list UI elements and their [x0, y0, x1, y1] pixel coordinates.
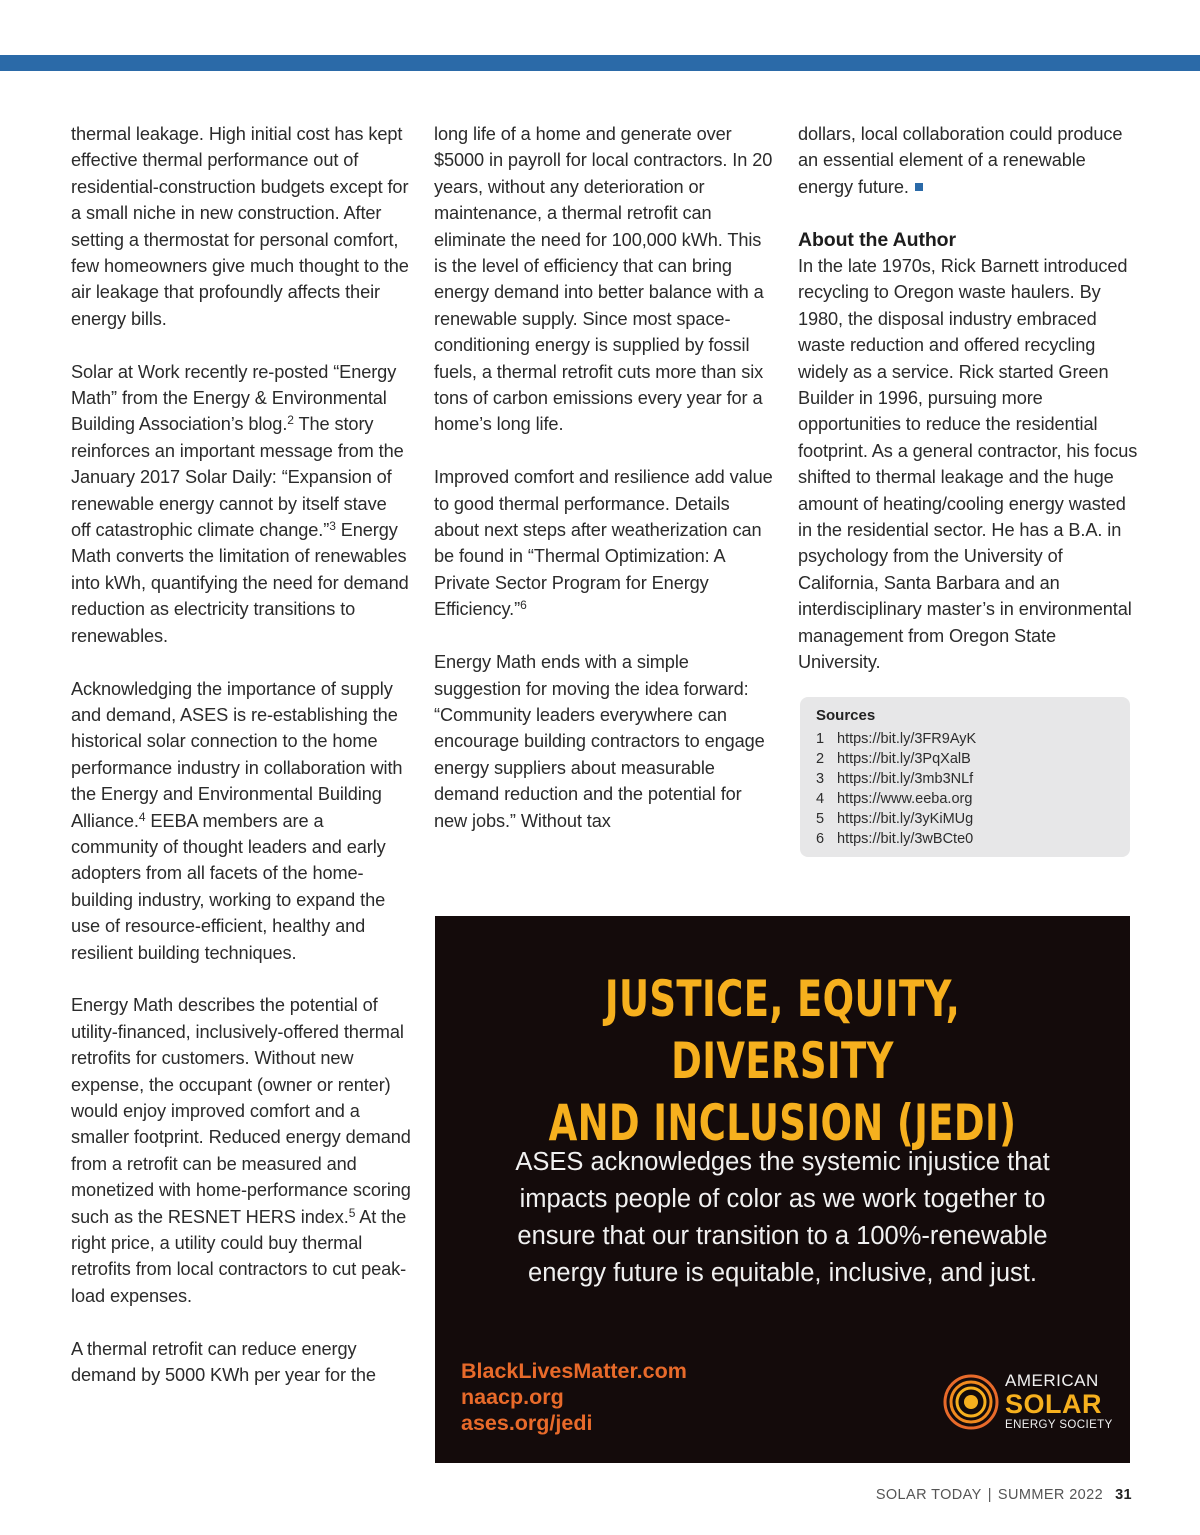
ases-logo [943, 1372, 1113, 1434]
jedi-advertisement [435, 916, 1130, 1463]
logo-line-american: AMERICAN [1005, 1371, 1099, 1390]
paragraph: Improved comfort and resilience add value to good thermal performance. Details about next steps after weatherization can be found in “Thermal Optimization: A Private Sector Program for Energy Efficiency.”$^6$ [434, 467, 773, 620]
source-link[interactable]: https://bit.ly/3wBCte0 [837, 831, 974, 847]
source-item: 2 https://bit.ly/3PqXalB [816, 751, 971, 767]
source-item: 3 https://bit.ly/3mb3NLf [816, 771, 974, 787]
source-link[interactable]: https://bit.ly/3PqXalB [837, 751, 971, 767]
paragraph: thermal leakage. High initial cost has kept effective thermal performance out of residential-construction budgets except for a small niche in new construction. After setting a thermostat for personal comfort, few homeowners give much thought to the air leakage that profoundly affects their energy bills. [71, 124, 409, 329]
logo-line-solar: SOLAR [1005, 1389, 1102, 1419]
footnote-ref: 2 [287, 413, 294, 428]
footer-separator: | [987, 1487, 992, 1503]
sources-box [800, 697, 1130, 857]
sun-rings-icon [943, 1374, 999, 1430]
article-column-2 [434, 121, 774, 860]
jedi-title: JUSTICE, EQUITY, DIVERSITY AND INCLUSION (JEDI) [548, 970, 1017, 1152]
article-column-1 [71, 121, 411, 1415]
footnote-ref: 6 [520, 598, 527, 613]
issue-label: SUMMER 2022 [997, 1487, 1104, 1503]
end-of-article-icon [915, 183, 923, 191]
about-author-text: In the late 1970s, Rick Barnett introduced recycling to Oregon waste haulers. By 1980, the disposal industry embraced waste reduction and offered recycling widely as a service. Rick started Green Builder in 1996, pursuing more opportunities to reduce the residential footprint. As a general contractor, his focus shifted to thermal leakage and the huge amount of heating/cooling energy wasted in the residential sector. He has a B.A. in psychology from the University of California, Santa Barbara and an interdisciplinary master’s in environmental management from Oregon State University. [798, 256, 1138, 673]
about-author-heading: About the Author [798, 228, 956, 251]
logo-line-society: ENERGY SOCIETY [1005, 1419, 1113, 1431]
article-column-3 [798, 121, 1138, 702]
paragraph: Energy Math ends with a simple suggestion for moving the idea forward: “Community leaders everywhere can encourage building contractors to engage energy suppliers about measurable demand reduction and the potential for new jobs.” Without tax [434, 652, 765, 831]
source-link[interactable]: https://www.eeba.org [837, 791, 973, 807]
paragraph: A thermal retrofit can reduce energy demand by 5000 KWh per year for the [71, 1338, 376, 1386]
paragraph: dollars, local collaboration could produce an essential element of a renewable energy future. [798, 124, 1123, 197]
top-accent-bar [0, 55, 1200, 71]
ases-jedi-link[interactable]: ases.org/jedi [461, 1411, 593, 1435]
source-item: 5 https://bit.ly/3yKiMUg [816, 811, 974, 827]
magazine-name: SOLAR TODAY [875, 1487, 982, 1503]
naacp-link[interactable]: naacp.org [461, 1385, 564, 1409]
page-number: 31 [1115, 1487, 1132, 1503]
paragraph: long life of a home and generate over $5000 in payroll for local contractors. In 20 years, without any deterioration or maintenance, a thermal retrofit can eliminate the need for 100,000 kWh. This is the level of efficiency that can bring energy demand into better balance with a renewable supply. Since most space-conditioning energy is supplied by fossil fuels, a thermal retrofit cuts more than six tons of carbon emissions every year for a home’s long life. [434, 124, 773, 435]
jedi-links [461, 1358, 687, 1436]
footnote-ref: 4 [138, 809, 146, 824]
paragraph: Solar at Work recently re-posted “Energy Math” from the Energy & Environmental Building Association’s blog.$^2$ The story reinforces an important message from the January 2017 Solar Daily: “Expansion of renewable energy cannot by itself stave off catastrophic climate change.”$^3$ Energy Math converts the limitation of renewables into kWh, quantifying the need for demand reduction as electricity transitions to renewables. [71, 361, 409, 646]
source-item: 1 https://bit.ly/3FR9AyK [816, 731, 977, 747]
paragraph: Acknowledging the importance of supply and demand, ASES is re-establishing the historical solar connection to the home performance industry in collaboration with the Energy and Environmental Building Alliance.$^4$ EEBA members are a community of thought leaders and early adopters from all facets of the home-building industry, working to expand the use of resource-efficient, healthy and resilient building techniques. [71, 678, 403, 963]
sources-title: Sources [816, 707, 876, 724]
page-footer [876, 1485, 1132, 1505]
footnote-ref: 5 [348, 1205, 356, 1220]
blacklivesmatter-link[interactable]: BlackLivesMatter.com [461, 1359, 687, 1383]
source-item: 4 https://www.eeba.org [816, 791, 973, 807]
source-link[interactable]: https://bit.ly/3yKiMUg [837, 811, 974, 827]
source-link[interactable]: https://bit.ly/3FR9AyK [837, 731, 977, 747]
source-item: 6 https://bit.ly/3wBCte0 [816, 831, 974, 847]
footnote-ref: 3 [329, 519, 336, 534]
jedi-statement: ASES acknowledges the systemic injustice that impacts people of color as we work together to ensure that our transition to a 100%-renewable energy future is equitable, inclusive, and just. [515, 1148, 1050, 1287]
source-link[interactable]: https://bit.ly/3mb3NLf [837, 771, 974, 787]
paragraph: Energy Math describes the potential of utility-financed, inclusively-offered thermal retrofits for customers. Without new expense, the occupant (owner or renter) would enjoy improved comfort and a smaller footprint. Reduced energy demand from a retrofit can be measured and monetized with home-performance scoring such as the RESNET HERS index.$^5$ At the right price, a utility could buy thermal retrofits from local contractors to cut peak-load expenses. [71, 995, 411, 1306]
